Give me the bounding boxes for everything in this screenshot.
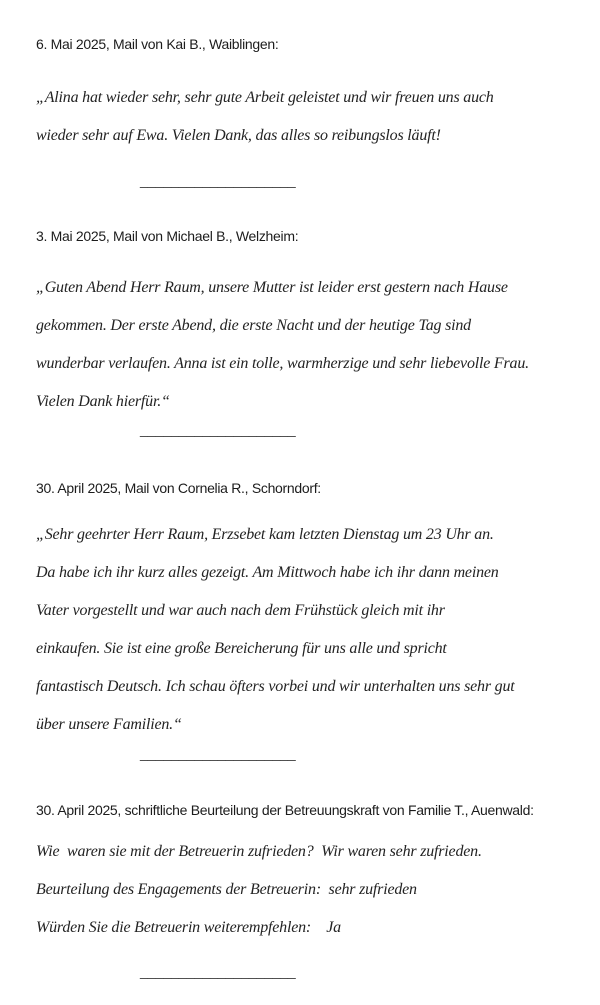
testimonial-header-3: 30. April 2025, Mail von Cornelia R., Schorndorf:: [36, 480, 321, 496]
testimonial-line: Beurteilung des Engagements der Betreuerin: sehr zufrieden: [36, 881, 417, 898]
testimonial-line: wunderbar verlaufen. Anna ist ein tolle, warmherzige und sehr liebevolle Frau.: [36, 355, 529, 372]
testimonial-quote-1: [36, 79, 494, 155]
testimonial-line: wieder sehr auf Ewa. Vielen Dank, das alles so reibungslos läuft!: [36, 127, 441, 144]
section-divider: ____________________: [140, 421, 296, 437]
testimonial-line: Da habe ich ihr kurz alles gezeigt. Am Mittwoch habe ich ihr dann meinen: [36, 564, 499, 581]
testimonial-quote-2: [36, 269, 529, 421]
testimonial-line: einkaufen. Sie ist eine große Bereicherung für uns alle und spricht: [36, 640, 447, 657]
testimonial-header-4: 30. April 2025, schriftliche Beurteilung der Betreuungskraft von Familie T., Auenwald:: [36, 802, 534, 818]
testimonial-line: „Guten Abend Herr Raum, unsere Mutter ist leider erst gestern nach Hause: [36, 279, 508, 296]
testimonial-line: Würden Sie die Betreuerin weiterempfehlen: Ja: [36, 919, 341, 936]
testimonial-line: „Sehr geehrter Herr Raum, Erzsebet kam letzten Dienstag um 23 Uhr an.: [36, 526, 494, 543]
testimonial-header-2: 3. Mai 2025, Mail von Michael B., Welzheim:: [36, 228, 299, 244]
testimonial-quote-4: [36, 833, 482, 947]
testimonial-line: Vater vorgestellt und war auch nach dem Frühstück gleich mit ihr: [36, 602, 445, 619]
section-divider: ____________________: [140, 172, 296, 188]
testimonial-line: fantastisch Deutsch. Ich schau öfters vorbei und wir unterhalten uns sehr gut: [36, 678, 515, 695]
testimonial-line: „Alina hat wieder sehr, sehr gute Arbeit geleistet und wir freuen uns auch: [36, 89, 494, 106]
testimonial-line: Vielen Dank hierfür.“: [36, 393, 170, 410]
testimonial-line: über unsere Familien.“: [36, 716, 182, 733]
testimonial-quote-3: [36, 516, 515, 744]
section-divider: ____________________: [140, 963, 296, 979]
testimonial-header-1: 6. Mai 2025, Mail von Kai B., Waiblingen:: [36, 36, 279, 52]
testimonial-line: gekommen. Der erste Abend, die erste Nacht und der heutige Tag sind: [36, 317, 471, 334]
section-divider: ____________________: [140, 745, 296, 761]
testimonial-line: Wie waren sie mit der Betreuerin zufrieden? Wir waren sehr zufrieden.: [36, 843, 482, 860]
